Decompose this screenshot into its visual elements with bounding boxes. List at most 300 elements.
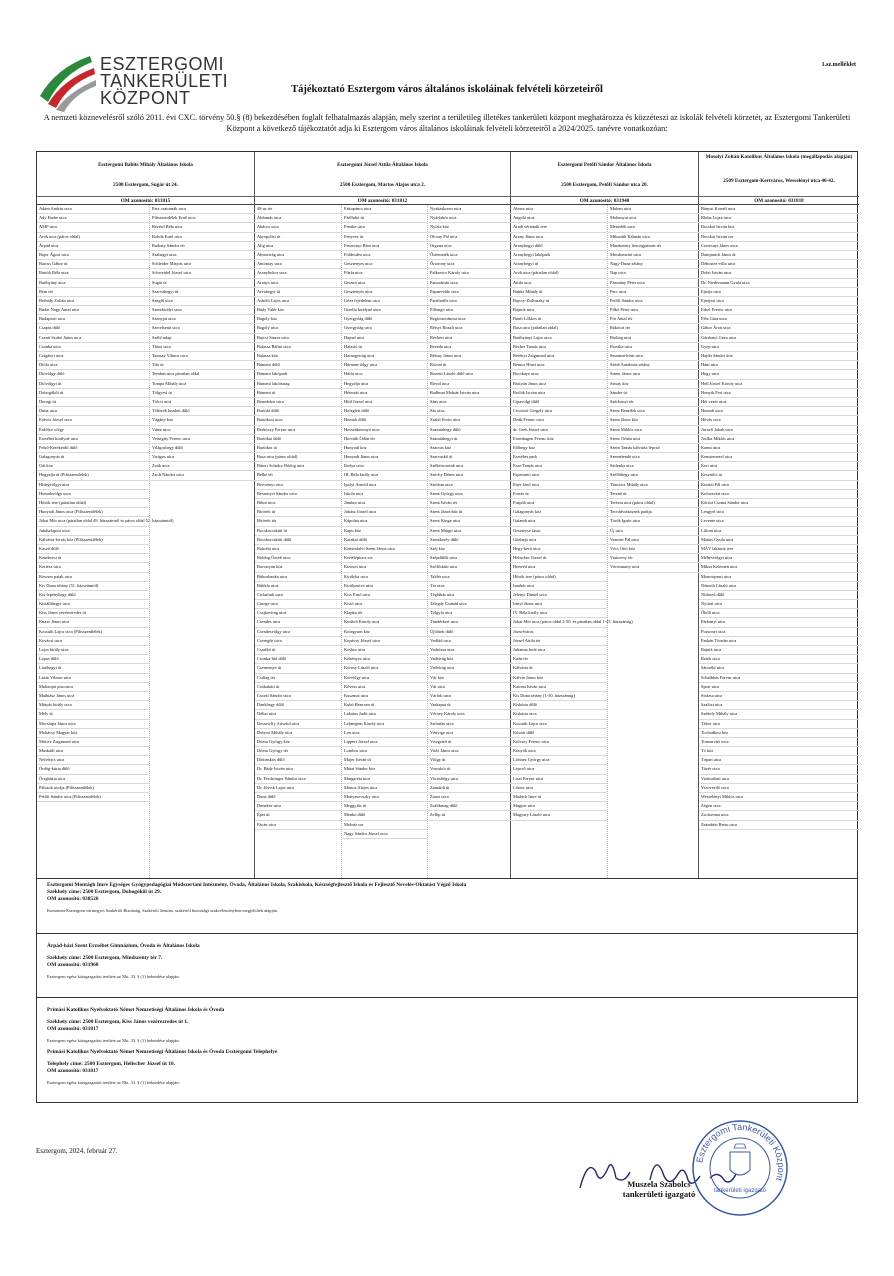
street-row: Croctoot Gergely utca: [511, 407, 607, 416]
street-row: Kovácsi utca: [37, 637, 149, 646]
street-row: Vadrózsa utca: [428, 646, 511, 655]
street-row: Józsefváros: [511, 628, 607, 637]
street-row: Nisbeed dűlő: [699, 591, 859, 600]
street-row: Fakopáncs utca: [342, 205, 427, 214]
street-row: Hősök tere (páratlan oldal): [37, 499, 149, 508]
street-row: Bartók Béla utca: [37, 269, 149, 278]
street-row: Jelenyi Dániel utca: [511, 591, 607, 600]
street-row: Dobó István utca: [699, 269, 859, 278]
school-header: [699, 152, 859, 205]
street-row: Sissay köz: [608, 380, 699, 389]
street-row: Nagy Sándor József utca: [342, 830, 427, 839]
street-row: Gyergyóág dűlő: [342, 315, 427, 324]
street-row: Dióvölgy dűlő: [37, 370, 149, 379]
street-row: Szent Tamás kálvária lépcső: [608, 444, 699, 453]
street-row: Dózsa György köz: [255, 738, 341, 747]
street-row: Áldomás utca: [255, 214, 341, 223]
street-row: Aranys utca: [255, 279, 341, 288]
street-row: Hosszúkerenyó utca: [342, 426, 427, 435]
street-row: Halastó út: [342, 343, 427, 352]
street-row: Szilenka utca: [608, 462, 699, 471]
street-row: Zsolozsma utca: [699, 811, 859, 820]
street-row: Kossuth Lajos utca (Pilisszentlélek): [37, 628, 149, 637]
street-row: Rezeda utca: [428, 343, 511, 352]
street-row: Iskola utca: [342, 490, 427, 499]
street-row: Akácos utca: [255, 223, 341, 232]
street-row: Szent Benedek utca: [608, 407, 699, 416]
street-row: Vadvirág köz: [428, 655, 511, 664]
street-row: Arvahegyi út: [255, 288, 341, 297]
street-row: Lakatos Judit utca: [342, 710, 427, 719]
street-row: Pozsonyi utca: [699, 628, 859, 637]
street-row: Hidegvölgyi utca: [37, 481, 149, 490]
street-row: Csonka-híd dűlő: [255, 655, 341, 664]
street-row: Cinege utca: [255, 600, 341, 609]
street-row: Vár utca: [428, 683, 511, 692]
street-row: Csillag tér: [255, 674, 341, 683]
street-row: Hell József Károly utca: [699, 380, 859, 389]
street-row: Malom utca: [608, 205, 699, 214]
street-row: Lehnegem Károly utca: [342, 720, 427, 729]
street-row: Berkóczy Ferenc utca: [255, 426, 341, 435]
logo-text: ESZTERGOMI TANKERÜLETI KÖZPONT: [100, 54, 229, 108]
street-row: Gyergyóág utca: [342, 324, 427, 333]
annex-label: 1.sz.melléklet: [821, 62, 856, 68]
street-row: Körösy László utca: [342, 664, 427, 673]
school-name: Esztergomi Petőfi Sándor Általános Iskola: [557, 162, 652, 168]
street-row: Palkovics Károly utca: [428, 269, 511, 278]
street-row: Lőrinc utca: [511, 784, 607, 793]
street-list: [511, 205, 698, 878]
street-row: Bánomi lakópark: [255, 370, 341, 379]
street-row: Dessewffy Arisztid utca: [255, 720, 341, 729]
school-box-note: Esztergom egész közigazgatási területe az Nkt. 33. § (1) bekezdése alapján.: [47, 1038, 180, 1043]
school-om: OM azonosító: 031812: [255, 196, 510, 204]
school-name: Mosolyi Zoltán Katolikus Általános Iskola (megállapodás alapján): [705, 154, 853, 160]
street-row: Arany János utca: [511, 233, 607, 242]
street-row: Ejtetja utca: [699, 288, 859, 297]
street-row: Hegyalja út (Pilisszentlélek): [37, 471, 149, 480]
street-row: Bajcsy-Zsilinszky út: [511, 297, 607, 306]
street-row: Vámr utca: [150, 426, 255, 435]
street-row: Cickafark utca: [255, 591, 341, 600]
street-row: Budai Nagy Antal utca: [37, 306, 149, 315]
street-row: Kálvin János köz: [511, 674, 607, 683]
school-address: 2509 Esztergom-Kertváros, Wesselényi utca 40-42.: [723, 178, 835, 184]
street-row: Felső-Kerekerdő dűlő: [37, 444, 149, 453]
street-row: Kis Duna sétány (1-50. házszámig): [511, 692, 607, 701]
street-row: Pór Antal tér: [608, 315, 699, 324]
street-row: Simor János utca: [608, 370, 699, 379]
street-row: Dr. Feichtinger Sándor utca: [255, 775, 341, 784]
street-subcolumn: [341, 205, 427, 878]
street-row: Sáas utca: [428, 398, 511, 407]
street-row: Bem tér: [37, 288, 149, 297]
school-box-title: Prímási Katolikus Nyelvoktató Német Nemzetiségi Általános Iskola és Óvoda Esztergomi Telephelye: [47, 1049, 278, 1055]
street-row: Déltai utca: [255, 710, 341, 719]
street-row: Dózsa György tér: [255, 747, 341, 756]
street-row: Kemenfalvi Szent János utca: [342, 545, 427, 554]
street-row: Csordi Sándor utca: [255, 692, 341, 701]
street-row: Szent István tér: [428, 499, 511, 508]
street-row: Petőfi Sándor utca (Pilisszentlélek): [37, 793, 149, 802]
street-row: Bánomi dűlő: [255, 361, 341, 370]
street-row: Meggyfás út: [342, 802, 427, 811]
street-row: Vitéz János utca: [428, 747, 511, 756]
street-row: Tembús utca páratlan oldal: [150, 370, 255, 379]
school-box-title: Árpád-házi Szent Erzsébet Gimnázium, Óvoda és Általános Iskola: [47, 943, 200, 949]
street-row: Rajnik utca: [699, 646, 859, 655]
street-row: Lőrinez György utca: [511, 756, 607, 765]
logo: [36, 48, 236, 114]
street-row: Papnevelde utca: [428, 288, 511, 297]
intro-paragraph: A nemzeti köznevelésről szóló 2011. évi CXC. törvény 50.§ (8) bekezdésében foglalt felhatalmazás alapján, mely szerint a területileg illetékes tankerületi központ meghatározza és közzéteszi az iskolák felvételi körzetét, az Esztergomi Tankerületi Központ a következő tájékoztatót adja ki Esztergom város általános iskoláinak felvételi körzeteiről a 2024/2025. tanévre vonatkozóan:: [43, 113, 851, 133]
school-om: OM azonosító: 031940: [511, 196, 698, 204]
street-row: Szentkirályi utca: [150, 306, 255, 315]
street-subcolumn: [607, 205, 699, 878]
street-row: Kiskúria utca: [511, 710, 607, 719]
logo-mark-icon: [36, 50, 100, 114]
street-row: Doboxi Mihály utca: [255, 729, 341, 738]
street-row: Mikszáth Kálmán utca: [608, 233, 699, 242]
street-row: Széchy Dénes utca: [428, 471, 511, 480]
street-row: Kökényes utca: [342, 655, 427, 664]
street-row: Tompa Mihály utca: [150, 380, 255, 389]
street-row: Csapás dűlő: [37, 324, 149, 333]
school-column-mosolyi: [699, 152, 859, 878]
street-row: Géza fejedelem utca: [342, 297, 427, 306]
street-row: Tomonvári utca: [699, 738, 859, 747]
street-row: Rétsyi Rozafi utca: [428, 324, 511, 333]
street-row: Széhl udap: [150, 334, 255, 343]
street-subcolumn: [699, 205, 859, 878]
street-row: Töpart utca: [699, 756, 859, 765]
street-row: Bagoly utca: [255, 324, 341, 333]
street-row: Szemétendé utca: [608, 453, 699, 462]
street-row: Nefelejcs utca: [37, 756, 149, 765]
street-row: Duna utca: [37, 407, 149, 416]
street-row: Szépdűlők utca: [428, 554, 511, 563]
street-row: Juhászlaposi utca: [37, 527, 149, 536]
street-row: Gát köz: [37, 462, 149, 471]
street-row: Balassa köz: [255, 352, 341, 361]
street-row: Berényi Zsigmond utca: [511, 352, 607, 361]
street-row: Madách Imre út: [511, 793, 607, 802]
street-row: Mosdomvári utca: [608, 251, 699, 260]
school-om: OM azonosító: 031815: [37, 196, 254, 204]
street-row: Irinyi János utca: [511, 600, 607, 609]
street-row: Erzsébet park: [511, 453, 607, 462]
street-row: Miksa Kelemen utca: [699, 563, 859, 572]
street-row: Völgy út: [428, 756, 511, 765]
street-row: Forrás út: [511, 490, 607, 499]
street-row: Mathiász János utca: [37, 692, 149, 701]
street-row: Babits Mihály út: [511, 288, 607, 297]
street-row: Csermenye út: [255, 664, 341, 673]
street-row: Patz csatornák utca: [150, 205, 255, 214]
street-row: Erdőlye völgy: [37, 426, 149, 435]
street-row: Szerelsenti utca: [150, 324, 255, 333]
street-row: Deák Ferenc utca: [511, 416, 607, 425]
street-row: Tüzér utca: [699, 765, 859, 774]
street-row: Bíróréti út: [255, 508, 341, 517]
street-row: Kistó utca: [342, 600, 427, 609]
street-row: Jámbor utca: [342, 499, 427, 508]
street-row: Partfürdős utca: [428, 297, 511, 306]
street-row: Bíróréti tér: [255, 517, 341, 526]
street-row: Táboi utca: [150, 343, 255, 352]
street-row: Honyik Feri utca: [699, 389, 859, 398]
street-row: Cipavölgi dűlő: [511, 398, 607, 407]
street-row: Tó köz: [699, 747, 859, 756]
street-row: Pilkó Péter utca: [608, 306, 699, 315]
street-row: Hild József utca: [342, 398, 427, 407]
street-row: Déhostez-villa utca: [699, 260, 859, 269]
street-row: Mattas Gyula utca: [699, 536, 859, 545]
street-row: Hősök tere (páros oldal): [511, 573, 607, 582]
street-row: Tábor utca: [699, 720, 859, 729]
street-row: Szenyjai utca: [150, 315, 255, 324]
school-box-note: Komárom-Esztergom vármegyei Szakértői Bizottság, Szakértői Jansina, szakértői bizottsági szakvéleményben megjelöltek alapján.: [47, 908, 278, 913]
document-title: Tájékoztató Esztergom város általános iskoláinak felvételi körzeteiről: [291, 84, 603, 95]
street-row: Bíbor utca: [255, 499, 341, 508]
street-row: Sport utca: [699, 683, 859, 692]
street-row: Lombos utca: [342, 747, 427, 756]
street-row: Julianna lorát utca: [511, 646, 607, 655]
street-row: Hétestás utca: [342, 389, 427, 398]
street-row: Gesztenyés utca: [342, 288, 427, 297]
street-list: [255, 205, 510, 878]
street-row: Petőfi Sándor utca: [608, 297, 699, 306]
street-row: AMP utca: [37, 223, 149, 232]
street-row: Homok dűlő: [342, 416, 427, 425]
street-row: Vágány köz: [150, 416, 255, 425]
street-subcolumn: [149, 205, 255, 878]
street-row: Hárfa utca: [342, 370, 427, 379]
street-row: Bajnok utca: [511, 306, 607, 315]
street-row: Lépcső utca: [511, 765, 607, 774]
street-row: Gessen utca: [342, 279, 427, 288]
street-row: Bemos Hósrt utca: [511, 361, 607, 370]
street-row: Schalbhás Ferenc utca: [699, 674, 859, 683]
street-row: Karakxí dűlő: [342, 536, 427, 545]
street-row: Kistáthhegyi utca: [37, 600, 149, 609]
street-row: Pillangó utca: [428, 306, 511, 315]
street-row: Perc utca: [608, 288, 699, 297]
school-column-petofi: [511, 152, 699, 878]
signer-title: tankerületi igazgató: [622, 1189, 696, 1199]
street-row: Budapesti utca: [37, 315, 149, 324]
street-row: Dorogi út: [37, 398, 149, 407]
street-row: Búbosbanka utca: [255, 573, 341, 582]
street-row: Belké tér: [255, 471, 341, 480]
street-row: Borostyán köz: [255, 563, 341, 572]
street-row: Rétsay János utca: [428, 352, 511, 361]
street-row: Regionovánosa utca: [428, 315, 511, 324]
street-row: Muskátli utca: [37, 747, 149, 756]
street-row: Duna dűlő: [255, 793, 341, 802]
street-row: Galagonyás köz: [511, 508, 607, 517]
street-row: Jókai Mór utca (páros oldal 2-50. és páratlan oldal 1-45. házszámig): [511, 618, 607, 627]
street-row: Kővess utca: [342, 683, 427, 692]
street-row: Kis-lepényhegy dűlő: [37, 591, 149, 600]
street-row: Kolozsvári utca: [699, 490, 859, 499]
street-row: Nyakaskoros utca: [428, 205, 511, 214]
street-row: Szamárhegy dűlő: [428, 426, 511, 435]
street-row: Móricz Zsigmond utca: [37, 738, 149, 747]
school-box-seat: Székhely címe: 2500 Esztergom, Dobogókői út 29.: [47, 889, 162, 895]
street-row: Bottyán János utca: [511, 380, 607, 389]
street-row: Horváth Ödön tér: [342, 435, 427, 444]
street-row: Szent Orbán utca: [608, 435, 699, 444]
school-header: [511, 152, 698, 205]
school-box-montagh: [36, 879, 858, 934]
street-row: Szent Margit utca: [428, 527, 511, 536]
street-row: Könyök utca: [511, 747, 607, 756]
street-row: Mocsárpa János utca: [37, 720, 149, 729]
street-row: Széllőhegy utca: [608, 471, 699, 480]
street-row: Hét vezér utca: [699, 398, 859, 407]
street-row: Almavirág utca: [255, 251, 341, 260]
street-row: Vécsey Károly utca: [428, 710, 511, 719]
school-column-jozsef-attila: [255, 152, 511, 878]
street-row: Mindszenty hercegprímás tér: [608, 242, 699, 251]
street-row: Füspök utca: [511, 499, 607, 508]
street-row: Gábor Áron utca: [699, 324, 859, 333]
street-row: Vadvirág utca: [428, 664, 511, 673]
street-row: Táncsics Mihály utca: [608, 481, 699, 490]
svg-text:Esztergomi Tankerületi Központ: Esztergomi Tankerületi Központ: [694, 1121, 787, 1183]
street-row: Lippert József utca: [342, 738, 427, 747]
street-row: Magyary László utca: [511, 811, 607, 820]
street-row: Bloha Lujza utca: [699, 214, 859, 223]
street-list: [699, 205, 859, 878]
school-box-om: OM azonosító: 031817: [47, 1068, 99, 1074]
street-row: Bartókai dűlő: [255, 435, 341, 444]
street-row: Szegfű utca: [150, 297, 255, 306]
street-row: Szent Kinga utca: [428, 517, 511, 526]
street-row: Tár utca: [428, 582, 511, 591]
street-row: Margaréta utca: [342, 775, 427, 784]
school-box-arpad-hazi: [36, 934, 858, 998]
street-row: Vorosköi út: [428, 765, 511, 774]
street-row: Kőrösi Csoma Sándor utca: [699, 499, 859, 508]
street-row: Esze Tamás utca: [511, 462, 607, 471]
street-row: Bajor Ágost utca: [37, 251, 149, 260]
street-row: Szedran utca: [428, 481, 511, 490]
street-row: Vécs Ottó köz: [608, 545, 699, 554]
signer-name: Muszela Szabolcs: [627, 1179, 691, 1189]
street-row: Kopácsy József utca: [342, 637, 427, 646]
street-row: Gőzhajó utca: [511, 536, 607, 545]
street-row: Zsolt Nándor utca: [150, 471, 255, 480]
street-row: Épet út: [255, 811, 341, 820]
street-row: Őrtorony utca: [428, 260, 511, 269]
street-row: Vörösmarty utca: [608, 563, 699, 572]
street-row: Hajdú Sándor köz: [699, 352, 859, 361]
street-row: Zsálikmag dűlő: [428, 802, 511, 811]
street-row: Tervádvízközsek parkja: [608, 508, 699, 517]
street-row: Aranybokor utca: [255, 269, 341, 278]
street-row: Ibolya utca: [342, 462, 427, 471]
street-row: Kolegyum köz: [342, 628, 427, 637]
street-row: Harangvirág utca: [342, 352, 427, 361]
street-row: Malomyai utca: [608, 214, 699, 223]
street-row: Rézéső Béla utca: [150, 223, 255, 232]
street-row: Királyentve utca: [342, 582, 427, 591]
street-row: Attila utca: [511, 279, 607, 288]
street-row: 48-as tér: [255, 205, 341, 214]
street-row: Pálosok utcája (Pilisszentlélek): [37, 784, 149, 793]
street-row: Zellip út: [428, 811, 511, 820]
street-row: Rudnay Sándor tér: [150, 242, 255, 251]
street-row: Viatorvsy tér: [608, 554, 699, 563]
street-row: Kossuth Lajos utca: [511, 720, 607, 729]
street-row: Baross Gábor út: [37, 260, 149, 269]
street-row: Levente utca: [699, 517, 859, 526]
street-row: Czigányi utca: [37, 352, 149, 361]
school-box-seat: Székhely címe: 2500 Esztergom, Mindszenty tér 7.: [47, 955, 163, 961]
street-row: Nyírfa köz: [428, 223, 511, 232]
street-row: Orgona utca: [428, 242, 511, 251]
street-row: Jávorfi Jakab utca: [699, 426, 859, 435]
street-row: Katona István utca: [511, 683, 607, 692]
street-row: MÁV lakások tere: [699, 545, 859, 554]
street-row: Körvölgy utca: [342, 674, 427, 683]
street-row: Hajnal utca: [342, 334, 427, 343]
street-row: Nagy-Duna sétány: [608, 260, 699, 269]
street-row: Szabó Ervin utca: [428, 416, 511, 425]
street-row: Gyep utca: [699, 343, 859, 352]
street-row: Bánomi út: [255, 389, 341, 398]
street-row: Kanni utca: [699, 444, 859, 453]
street-row: Helischer József út: [511, 554, 607, 563]
street-row: Fenyves út: [342, 233, 427, 242]
street-row: Bessenyei Sándor utca: [255, 490, 341, 499]
street-row: Bocskai István sor: [699, 233, 859, 242]
street-list: [37, 205, 254, 878]
street-row: Radlmai Molnár István utca: [428, 389, 511, 398]
street-row: Zsámbéri Bertu utca: [699, 821, 859, 830]
street-row: Mátyás király utca: [37, 701, 149, 710]
street-row: Tiki út: [150, 361, 255, 370]
street-row: Rákóczi tér: [608, 324, 699, 333]
street-row: Kodách Károly utca: [342, 618, 427, 627]
street-row: Botlók István utca: [511, 389, 607, 398]
street-row: Liszt Ferenc utca: [511, 775, 607, 784]
school-header: [255, 152, 510, 205]
street-row: Révkert utca: [428, 334, 511, 343]
street-row: Kapu köz: [342, 527, 427, 536]
street-row: Rozália utca: [608, 343, 699, 352]
school-box-note: Esztergom egész közigazgatási területe az Nkt. 33. § (1) bekezdése alapján.: [47, 974, 180, 979]
street-row: Szőrafás utca: [428, 720, 511, 729]
street-row: Menkó dűlő: [342, 811, 427, 820]
street-row: Homok utca: [699, 407, 859, 416]
street-row: Székely Mihály utca: [699, 710, 859, 719]
school-box-seat: Telephely címe: 2500 Esztergom, Helischer József út 10.: [47, 1061, 176, 1067]
street-row: Aranyhegyi dűlő: [511, 242, 607, 251]
street-row: Sugár út: [150, 279, 255, 288]
street-row: Ördög-kúria dűlő: [37, 765, 149, 774]
school-address: 2500 Esztergom, Sugár út 24.: [113, 182, 178, 188]
street-row: Kölcsey Ferenc utca: [511, 738, 607, 747]
street-row: Vanvári Pál utca: [608, 536, 699, 545]
school-box-primasi: [36, 998, 858, 1103]
street-row: Hegy-kerti utca: [511, 545, 607, 554]
street-row: Jósfka Miklós utca: [699, 435, 859, 444]
street-row: Juhász József utca: [342, 508, 427, 517]
